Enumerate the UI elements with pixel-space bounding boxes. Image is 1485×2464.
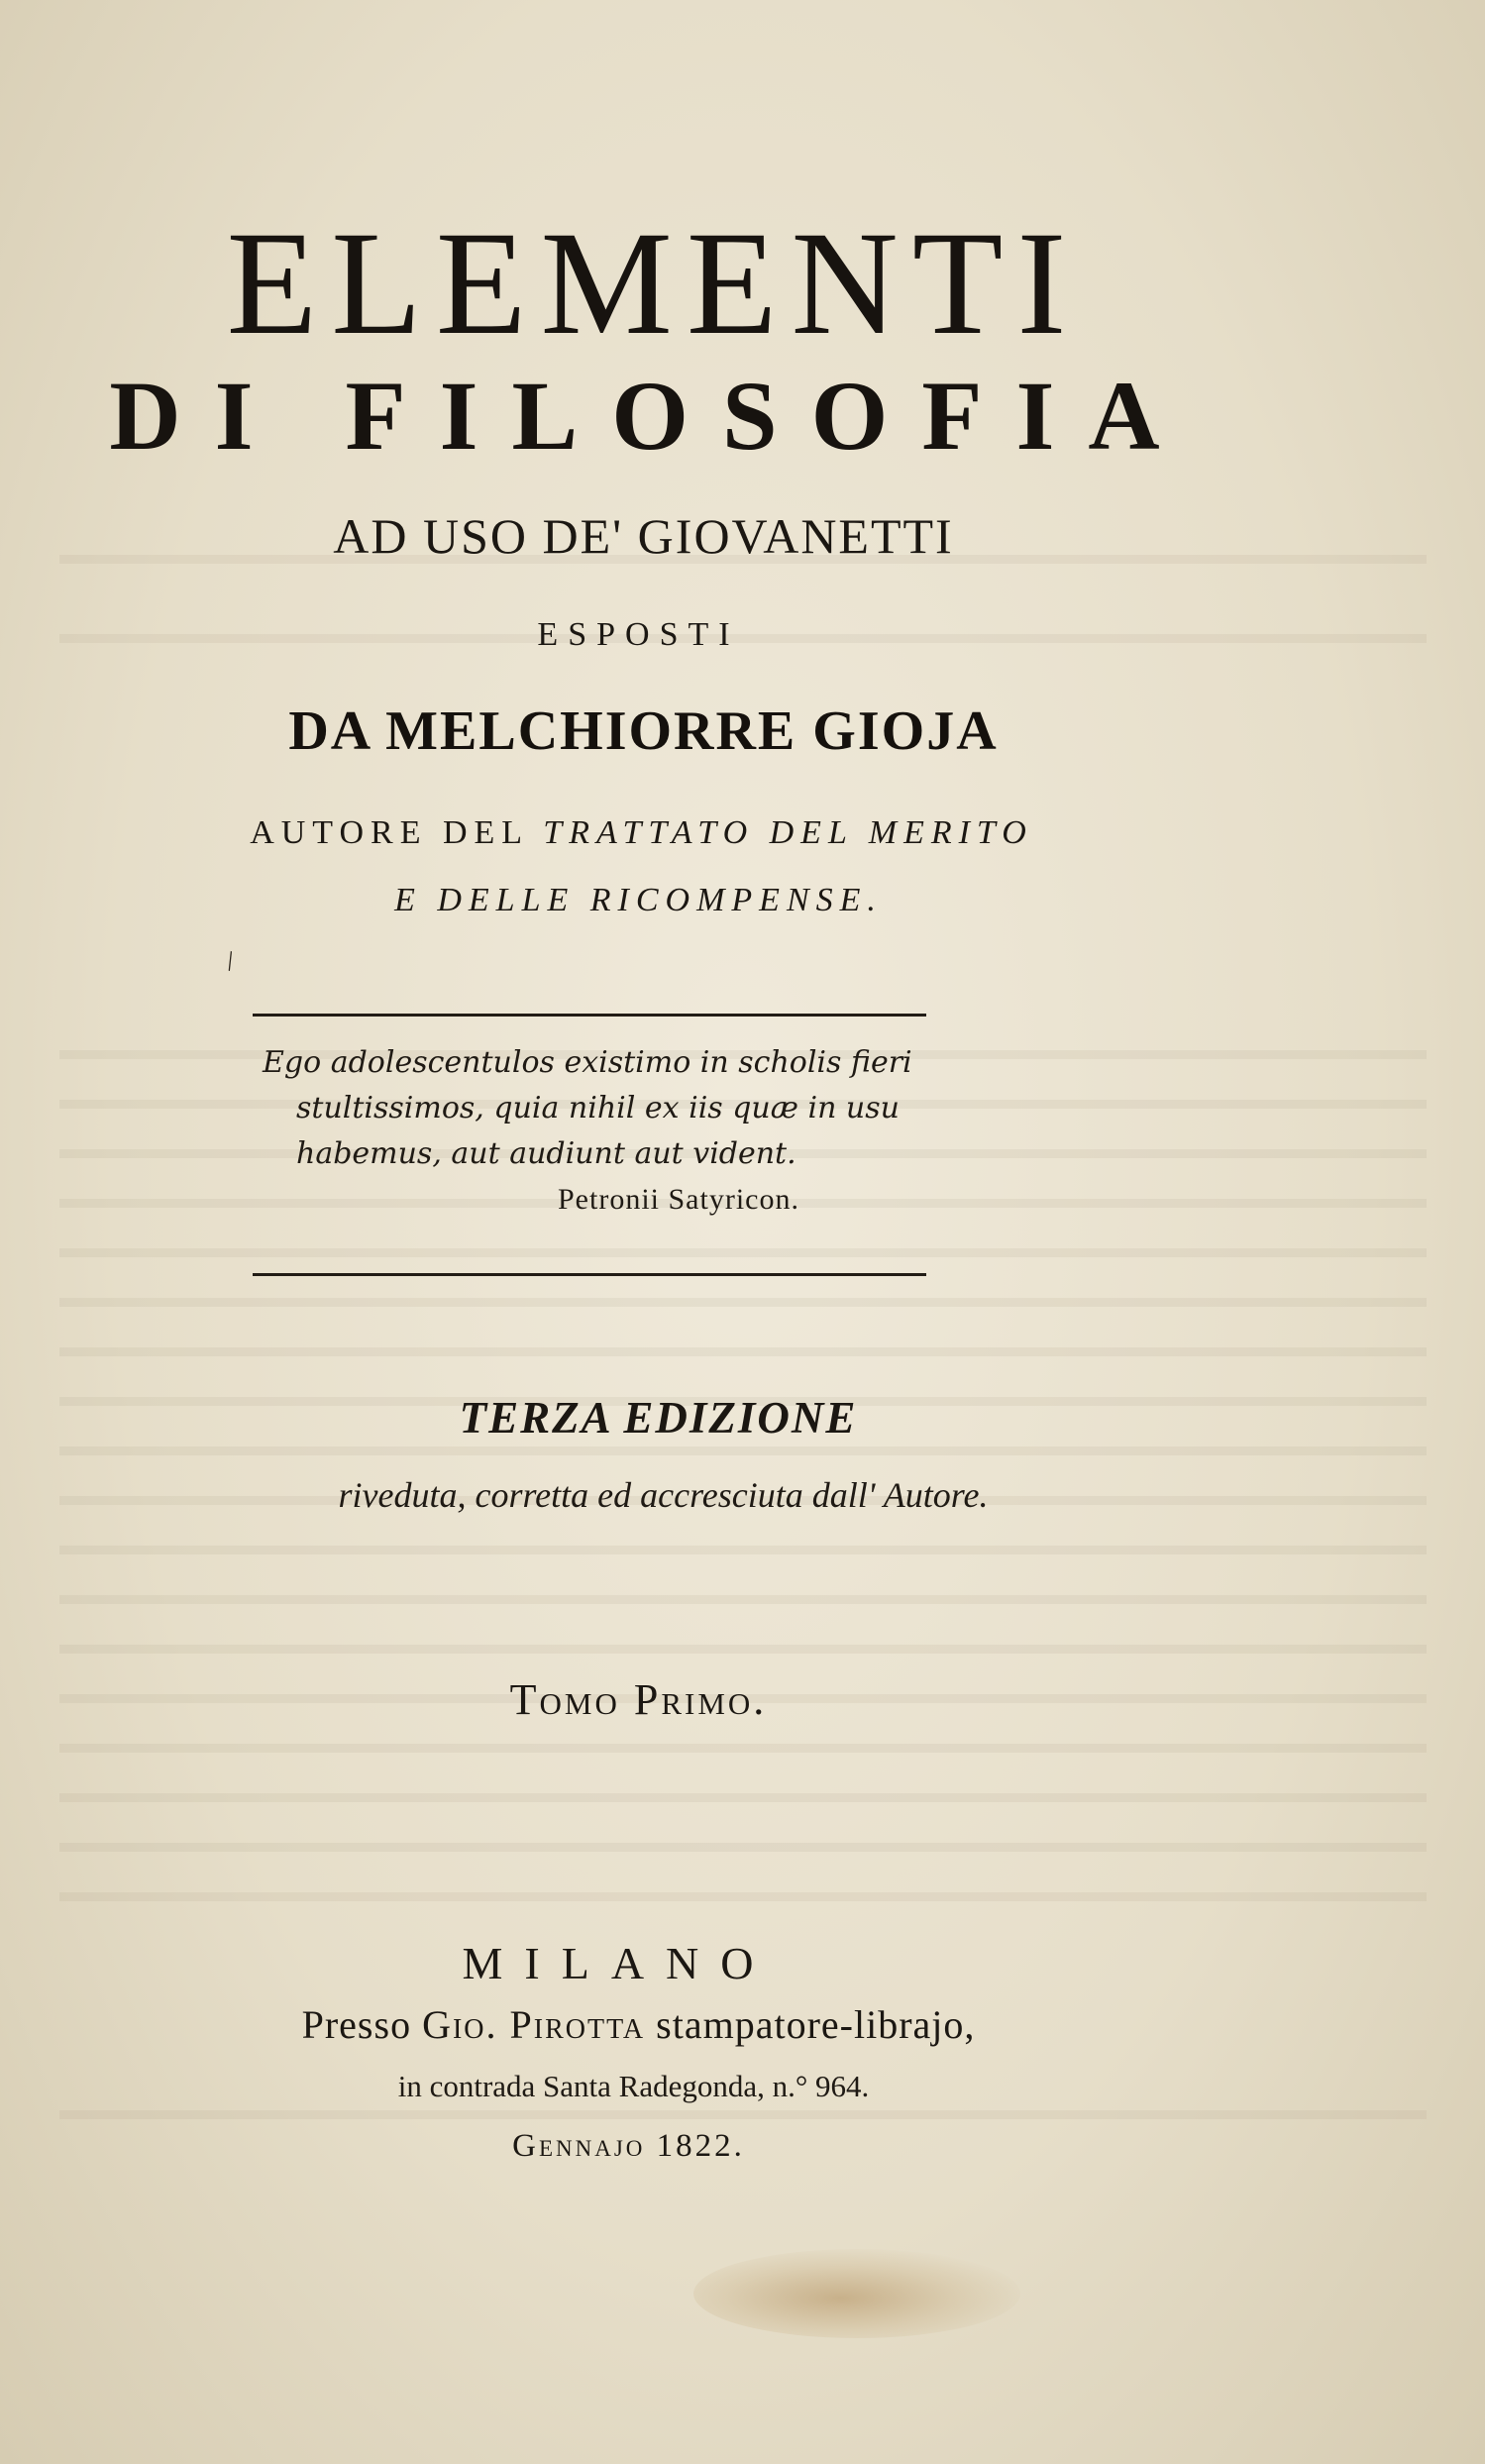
divider-rule-top: [253, 1014, 926, 1017]
epigraph-line-2: stultissimos, quia nihil ex iis quæ in usu: [296, 1091, 900, 1125]
author-name: DA MELCHIORRE GIOJA: [288, 700, 999, 762]
epigraph-attribution: Petronii Satyricon.: [558, 1183, 799, 1216]
author-note-line-2: E DELLE RICOMPENSE.: [394, 882, 883, 918]
imprint-date: Gennajo 1822.: [512, 2128, 745, 2164]
imprint-printer-name: Gio. Pirotta: [422, 2002, 646, 2047]
epigraph-line-1: Ego adolescentulos existimo in scholis fieri: [263, 1045, 912, 1080]
imprint-city: MILANO: [462, 1938, 776, 1988]
divider-rule-bottom: [253, 1273, 926, 1276]
imprint-printer-trail: stampatore-librajo,: [656, 2002, 976, 2047]
imprint-printer: [0, 2001, 1381, 2048]
imprint-printer-lead: Presso: [301, 2002, 412, 2047]
epigraph-line-3: habemus, aut audiunt aut vident.: [296, 1136, 796, 1171]
epigraph: [263, 1040, 956, 1223]
subtitle: AD USO DE' GIOVANETTI: [333, 508, 954, 564]
imprint-address: in contrada Santa Radegonda, n.° 964.: [397, 2069, 870, 2103]
volume-label: Tomo Primo.: [509, 1675, 768, 1724]
title-line-1: ELEMENTI: [226, 201, 1081, 366]
author-note-work: TRATTATO DEL MERITO: [543, 814, 1033, 851]
esposti-label: ESPOSTI: [537, 616, 740, 653]
paper-stain: [693, 2249, 1020, 2338]
author-note-line-1: [0, 814, 1384, 852]
edition-note: riveduta, corretta ed accresciuta dall' Autore.: [338, 1475, 989, 1515]
author-note-lead: AUTORE DEL: [250, 814, 528, 851]
stray-ink-mark: \: [220, 945, 241, 978]
edition-label: TERZA EDIZIONE: [459, 1393, 858, 1443]
title-line-2: DI FILOSOFIA: [109, 361, 1194, 471]
